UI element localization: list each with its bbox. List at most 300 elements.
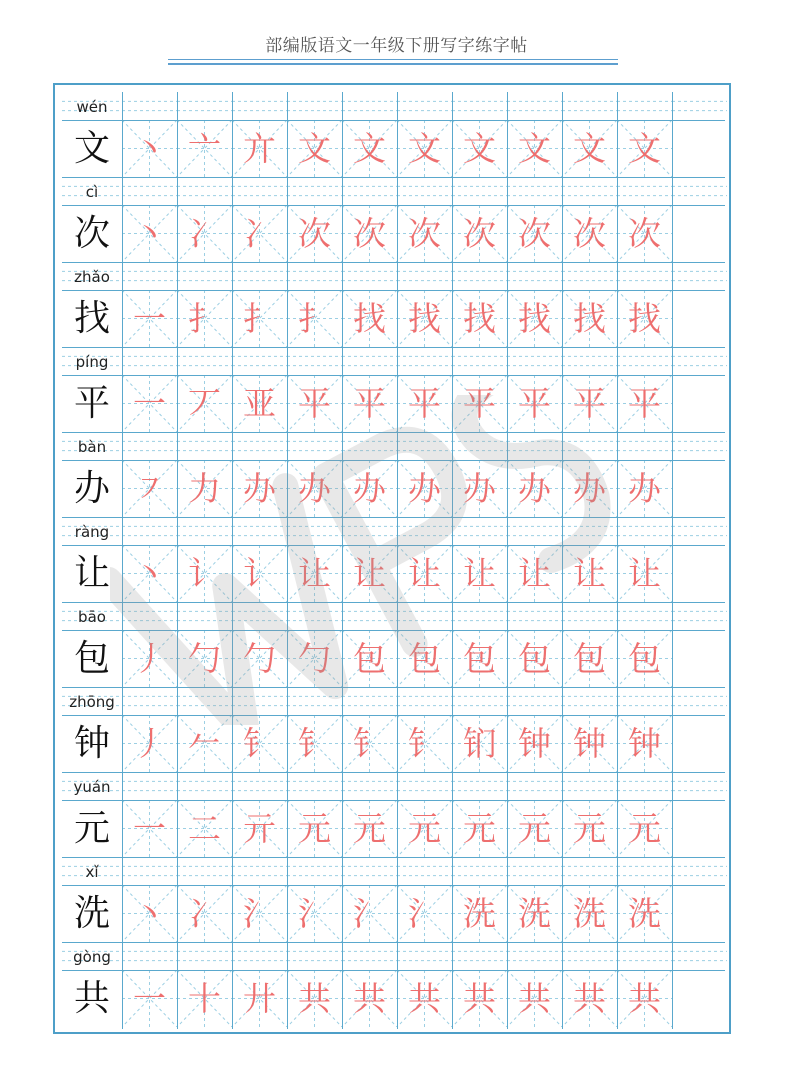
stroke-order-character: 氵	[298, 894, 331, 933]
practice-cell[interactable]	[232, 715, 287, 772]
practice-cell[interactable]	[562, 460, 617, 517]
practice-cell[interactable]	[397, 630, 452, 687]
pinyin-guide-lines	[617, 347, 672, 375]
practice-cell[interactable]	[452, 205, 507, 262]
stroke-order-character: 包	[573, 639, 606, 678]
stroke-order-character: 氵	[243, 894, 276, 933]
practice-cell[interactable]	[177, 120, 232, 177]
grid-line-vertical	[397, 92, 398, 1029]
pinyin-guide-lines	[342, 772, 397, 800]
stroke-order-character: 洗	[628, 894, 661, 933]
practice-cell[interactable]	[562, 375, 617, 432]
model-character: 办	[73, 468, 110, 509]
grid-line-horizontal	[62, 970, 725, 971]
pinyin-guide-lines	[342, 177, 397, 205]
stroke-order-character: 冫	[243, 214, 276, 253]
grid-line-vertical	[122, 92, 123, 1029]
pinyin-guide-lines	[507, 92, 562, 120]
pinyin-guide-lines	[397, 687, 452, 715]
pinyin-guide-lines	[672, 517, 727, 545]
stroke-order-character: 一	[133, 299, 166, 338]
model-character-cell	[62, 375, 122, 432]
stroke-order-character: 元	[518, 809, 551, 848]
practice-cell[interactable]	[562, 120, 617, 177]
pinyin-guide-lines	[562, 602, 617, 630]
pinyin-row	[62, 857, 725, 885]
practice-cell[interactable]	[507, 970, 562, 1027]
pinyin-guide-lines	[397, 942, 452, 970]
practice-cell[interactable]	[397, 205, 452, 262]
practice-cell[interactable]	[287, 290, 342, 347]
practice-cell[interactable]	[617, 970, 672, 1027]
practice-cell[interactable]	[507, 800, 562, 857]
stroke-order-character: 钟	[518, 724, 551, 763]
practice-cell[interactable]	[452, 970, 507, 1027]
practice-cell[interactable]	[122, 545, 177, 602]
pinyin-guide-lines	[287, 262, 342, 290]
pinyin-guide-lines	[672, 432, 727, 460]
pinyin-guide-lines	[452, 262, 507, 290]
pinyin-guide-lines	[397, 432, 452, 460]
practice-cell[interactable]	[342, 120, 397, 177]
pinyin-guide-lines	[342, 942, 397, 970]
practice-cell[interactable]	[452, 630, 507, 687]
grid-line-horizontal	[62, 290, 725, 291]
practice-cell[interactable]	[452, 375, 507, 432]
pinyin-guide-lines	[122, 942, 177, 970]
stroke-order-character: 冫	[188, 214, 221, 253]
pinyin-row	[62, 942, 725, 970]
character-row	[62, 715, 725, 772]
model-character-cell	[62, 120, 122, 177]
practice-cell[interactable]	[452, 885, 507, 942]
practice-cell[interactable]	[232, 545, 287, 602]
pinyin-guide-lines	[122, 432, 177, 460]
character-row	[62, 120, 725, 177]
pinyin-guide-lines	[672, 602, 727, 630]
practice-cell[interactable]	[342, 375, 397, 432]
pinyin-guide-lines	[287, 942, 342, 970]
practice-cell[interactable]	[397, 715, 452, 772]
stroke-order-character: 扌	[298, 299, 331, 338]
pinyin-guide-lines	[177, 517, 232, 545]
stroke-order-character: 次	[628, 214, 661, 253]
pinyin-guide-lines	[562, 687, 617, 715]
practice-cell[interactable]	[397, 460, 452, 517]
stroke-order-character: 让	[628, 554, 661, 593]
practice-cell[interactable]	[287, 885, 342, 942]
practice-cell[interactable]	[177, 205, 232, 262]
pinyin-guide-lines	[232, 687, 287, 715]
practice-cell[interactable]	[232, 970, 287, 1027]
pinyin-guide-lines	[342, 517, 397, 545]
grid-line-horizontal	[62, 545, 725, 546]
practice-cell[interactable]	[452, 460, 507, 517]
practice-cell[interactable]	[397, 885, 452, 942]
pinyin-guide-lines	[452, 857, 507, 885]
practice-cell[interactable]	[617, 290, 672, 347]
stroke-order-character: 元	[298, 809, 331, 848]
practice-cell[interactable]	[232, 800, 287, 857]
practice-cell[interactable]	[397, 290, 452, 347]
practice-cell[interactable]	[122, 885, 177, 942]
pinyin-guide-lines	[672, 92, 727, 120]
practice-cell[interactable]	[342, 205, 397, 262]
practice-cell[interactable]	[177, 545, 232, 602]
model-character: 次	[73, 213, 110, 254]
stroke-order-character: 办	[628, 469, 661, 508]
pinyin-row	[62, 602, 725, 630]
practice-cell[interactable]	[287, 375, 342, 432]
pinyin-guide-lines	[672, 942, 727, 970]
stroke-order-character: 办	[408, 469, 441, 508]
practice-cell[interactable]	[232, 375, 287, 432]
model-character: 文	[73, 128, 110, 169]
practice-cell[interactable]	[342, 885, 397, 942]
pinyin-guide-lines	[452, 92, 507, 120]
pinyin-guide-lines	[287, 772, 342, 800]
practice-cell[interactable]	[507, 460, 562, 517]
practice-cell[interactable]	[232, 460, 287, 517]
stroke-order-character: 次	[408, 214, 441, 253]
stroke-order-character: 共	[408, 979, 441, 1018]
pinyin-guide-lines	[287, 857, 342, 885]
pinyin-guide-lines	[287, 92, 342, 120]
stroke-order-character: 一	[133, 809, 166, 848]
character-row	[62, 205, 725, 262]
stroke-order-character: 一	[133, 979, 166, 1018]
grid-line-horizontal	[62, 687, 725, 688]
practice-cell[interactable]	[177, 630, 232, 687]
grid-line-horizontal	[62, 460, 725, 461]
practice-cell[interactable]	[452, 800, 507, 857]
stroke-order-character: 丶	[133, 214, 166, 253]
pinyin-guide-lines	[617, 432, 672, 460]
practice-cell[interactable]	[562, 715, 617, 772]
practice-cell[interactable]	[342, 715, 397, 772]
pinyin-guide-lines	[122, 262, 177, 290]
stroke-order-character: 钟	[628, 724, 661, 763]
pinyin-label: píng	[75, 353, 109, 371]
stroke-order-character: 办	[463, 469, 496, 508]
pinyin-guide-lines	[617, 857, 672, 885]
practice-cell[interactable]	[397, 375, 452, 432]
pinyin-guide-lines	[177, 687, 232, 715]
pinyin-guide-lines	[397, 262, 452, 290]
practice-cell[interactable]	[562, 630, 617, 687]
pinyin-guide-lines	[562, 942, 617, 970]
practice-cell[interactable]	[617, 545, 672, 602]
practice-cell[interactable]	[122, 120, 177, 177]
practice-cell[interactable]	[397, 120, 452, 177]
pinyin-guide-lines	[452, 602, 507, 630]
pinyin-row	[62, 177, 725, 205]
stroke-order-character: 办	[573, 469, 606, 508]
practice-cell[interactable]	[232, 120, 287, 177]
practice-cell[interactable]	[287, 630, 342, 687]
practice-cell[interactable]	[232, 290, 287, 347]
practice-cell[interactable]	[507, 120, 562, 177]
practice-cell[interactable]	[342, 290, 397, 347]
practice-cell[interactable]	[232, 205, 287, 262]
pinyin-guide-lines	[287, 347, 342, 375]
stroke-order-character: 一	[133, 384, 166, 423]
practice-cell[interactable]	[562, 970, 617, 1027]
pinyin-guide-lines	[507, 687, 562, 715]
pinyin-guide-lines	[122, 177, 177, 205]
stroke-order-character: 元	[408, 809, 441, 848]
practice-cell[interactable]	[177, 290, 232, 347]
model-character-cell	[62, 205, 122, 262]
practice-cell[interactable]	[342, 970, 397, 1027]
stroke-order-character: 讠	[188, 554, 221, 593]
stroke-order-character: 共	[298, 979, 331, 1018]
practice-cell[interactable]	[122, 800, 177, 857]
practice-cell[interactable]	[122, 290, 177, 347]
stroke-order-character: 找	[518, 299, 551, 338]
pinyin-guide-lines	[617, 687, 672, 715]
practice-cell[interactable]	[342, 460, 397, 517]
stroke-order-character: 包	[353, 639, 386, 678]
pinyin-label: ràng	[74, 523, 110, 541]
practice-grid	[62, 92, 725, 1029]
practice-cell[interactable]	[177, 375, 232, 432]
pinyin-guide-lines	[342, 687, 397, 715]
practice-cell[interactable]	[617, 715, 672, 772]
practice-cell[interactable]	[287, 545, 342, 602]
pinyin-guide-lines	[562, 857, 617, 885]
stroke-order-character: 平	[463, 384, 496, 423]
model-character: 钟	[73, 723, 110, 764]
pinyin-guide-lines	[452, 772, 507, 800]
practice-cell[interactable]	[562, 290, 617, 347]
pinyin-guide-lines	[507, 772, 562, 800]
pinyin-guide-lines	[452, 942, 507, 970]
grid-line-horizontal	[62, 517, 725, 518]
stroke-order-character: 十	[188, 979, 221, 1018]
grid-line-horizontal	[62, 942, 725, 943]
practice-cell[interactable]	[177, 970, 232, 1027]
pinyin-guide-lines	[617, 942, 672, 970]
grid-line-vertical	[287, 92, 288, 1029]
practice-cell[interactable]	[122, 460, 177, 517]
pinyin-guide-lines	[452, 347, 507, 375]
practice-cell[interactable]	[177, 460, 232, 517]
pinyin-row	[62, 347, 725, 375]
stroke-order-character: 勹	[188, 639, 221, 678]
practice-cell[interactable]	[287, 460, 342, 517]
model-character: 共	[73, 978, 110, 1019]
pinyin-guide-lines	[177, 177, 232, 205]
pinyin-guide-lines	[507, 857, 562, 885]
practice-cell[interactable]	[287, 970, 342, 1027]
practice-cell[interactable]	[617, 205, 672, 262]
stroke-order-character: 元	[353, 809, 386, 848]
stroke-order-character: 找	[573, 299, 606, 338]
stroke-order-character: 讠	[243, 554, 276, 593]
stroke-order-character: 次	[518, 214, 551, 253]
pinyin-guide-lines	[232, 92, 287, 120]
pinyin-guide-lines	[177, 262, 232, 290]
pinyin-row	[62, 262, 725, 290]
pinyin-guide-lines	[397, 92, 452, 120]
practice-cell[interactable]	[507, 630, 562, 687]
stroke-order-character: 平	[628, 384, 661, 423]
pinyin-guide-lines	[232, 857, 287, 885]
pinyin-guide-lines	[617, 517, 672, 545]
practice-cell[interactable]	[342, 800, 397, 857]
practice-cell[interactable]	[177, 885, 232, 942]
stroke-order-character: 文	[408, 129, 441, 168]
stroke-order-character: 元	[463, 809, 496, 848]
pinyin-guide-lines	[287, 687, 342, 715]
title-underline-thick	[168, 63, 618, 65]
stroke-order-character: 丿	[133, 724, 166, 763]
stroke-order-character: 洗	[518, 894, 551, 933]
pinyin-label: zhǎo	[74, 268, 110, 286]
stroke-order-character: 二	[188, 809, 221, 848]
practice-cell[interactable]	[562, 205, 617, 262]
stroke-order-character: 丶	[133, 894, 166, 933]
character-row	[62, 800, 725, 857]
stroke-order-character: 亠	[188, 129, 221, 168]
practice-cell[interactable]	[177, 715, 232, 772]
practice-cell[interactable]	[232, 885, 287, 942]
model-character-cell	[62, 545, 122, 602]
pinyin-guide-lines	[122, 687, 177, 715]
model-character-cell	[62, 630, 122, 687]
grid-line-vertical	[562, 92, 563, 1029]
pinyin-guide-lines	[122, 857, 177, 885]
pinyin-row	[62, 432, 725, 460]
practice-cell[interactable]	[397, 545, 452, 602]
pinyin-row	[62, 92, 725, 120]
stroke-order-character: 找	[628, 299, 661, 338]
practice-cell[interactable]	[507, 545, 562, 602]
practice-cell[interactable]	[507, 290, 562, 347]
pinyin-guide-lines	[507, 177, 562, 205]
pinyin-guide-lines	[672, 347, 727, 375]
character-row	[62, 630, 725, 687]
stroke-order-character: 找	[463, 299, 496, 338]
practice-cell[interactable]	[452, 545, 507, 602]
stroke-order-character: 包	[518, 639, 551, 678]
grid-line-horizontal	[62, 205, 725, 206]
model-character-cell	[62, 800, 122, 857]
pinyin-guide-lines	[562, 177, 617, 205]
model-character: 平	[73, 383, 110, 424]
pinyin-guide-lines	[562, 262, 617, 290]
stroke-order-character: 𠂉	[188, 724, 221, 763]
model-character: 洗	[73, 893, 110, 934]
practice-cell[interactable]	[562, 885, 617, 942]
character-row	[62, 375, 725, 432]
stroke-order-character: 平	[573, 384, 606, 423]
pinyin-guide-lines	[672, 857, 727, 885]
pinyin-guide-lines	[342, 262, 397, 290]
practice-cell[interactable]	[562, 800, 617, 857]
stroke-order-character: 办	[298, 469, 331, 508]
practice-cell[interactable]	[232, 630, 287, 687]
practice-cell[interactable]	[287, 715, 342, 772]
practice-cell[interactable]	[122, 970, 177, 1027]
stroke-order-character: 找	[408, 299, 441, 338]
pinyin-guide-lines	[122, 772, 177, 800]
practice-cell[interactable]	[617, 885, 672, 942]
practice-cell[interactable]	[287, 120, 342, 177]
practice-cell[interactable]	[507, 205, 562, 262]
pinyin-label: wén	[76, 98, 108, 116]
stroke-order-character: 文	[628, 129, 661, 168]
pinyin-guide-lines	[177, 942, 232, 970]
practice-cell[interactable]	[452, 715, 507, 772]
practice-cell[interactable]	[452, 290, 507, 347]
practice-cell[interactable]	[122, 205, 177, 262]
stroke-order-character: 包	[463, 639, 496, 678]
pinyin-guide-lines	[122, 602, 177, 630]
pinyin-guide-lines	[397, 602, 452, 630]
practice-cell[interactable]	[177, 800, 232, 857]
stroke-order-character: 共	[573, 979, 606, 1018]
practice-cell[interactable]	[397, 800, 452, 857]
stroke-order-character: 钅	[353, 724, 386, 763]
practice-cell[interactable]	[507, 885, 562, 942]
pinyin-guide-lines	[232, 942, 287, 970]
pinyin-guide-lines	[617, 262, 672, 290]
practice-cell[interactable]	[122, 375, 177, 432]
stroke-order-character: 丿	[133, 639, 166, 678]
practice-cell[interactable]	[617, 800, 672, 857]
stroke-order-character: 亚	[243, 384, 276, 423]
practice-cell[interactable]	[287, 800, 342, 857]
stroke-order-character: 钅	[243, 724, 276, 763]
practice-cell[interactable]	[452, 120, 507, 177]
stroke-order-character: 包	[628, 639, 661, 678]
practice-cell[interactable]	[507, 715, 562, 772]
practice-cell[interactable]	[617, 460, 672, 517]
practice-cell[interactable]	[122, 715, 177, 772]
pinyin-guide-lines	[617, 177, 672, 205]
practice-cell[interactable]	[617, 630, 672, 687]
practice-cell[interactable]	[342, 630, 397, 687]
pinyin-guide-lines	[122, 347, 177, 375]
stroke-order-character: 丶	[133, 554, 166, 593]
stroke-order-character: 文	[573, 129, 606, 168]
practice-cell[interactable]	[617, 120, 672, 177]
grid-line-vertical	[672, 92, 673, 1029]
pinyin-guide-lines	[507, 517, 562, 545]
model-character: 元	[73, 808, 110, 849]
practice-cell[interactable]	[397, 970, 452, 1027]
pinyin-guide-lines	[122, 517, 177, 545]
model-character-cell	[62, 885, 122, 942]
grid-line-horizontal	[62, 772, 725, 773]
stroke-order-character: 平	[353, 384, 386, 423]
practice-cell[interactable]	[562, 545, 617, 602]
pinyin-guide-lines	[617, 602, 672, 630]
pinyin-guide-lines	[617, 772, 672, 800]
pinyin-guide-lines	[177, 772, 232, 800]
practice-cell[interactable]	[617, 375, 672, 432]
stroke-order-character: 让	[298, 554, 331, 593]
practice-cell[interactable]	[122, 630, 177, 687]
grid-line-vertical	[617, 92, 618, 1029]
practice-cell[interactable]	[287, 205, 342, 262]
practice-cell[interactable]	[342, 545, 397, 602]
pinyin-label: xǐ	[85, 863, 99, 881]
practice-cell[interactable]	[507, 375, 562, 432]
stroke-order-character: 找	[353, 299, 386, 338]
